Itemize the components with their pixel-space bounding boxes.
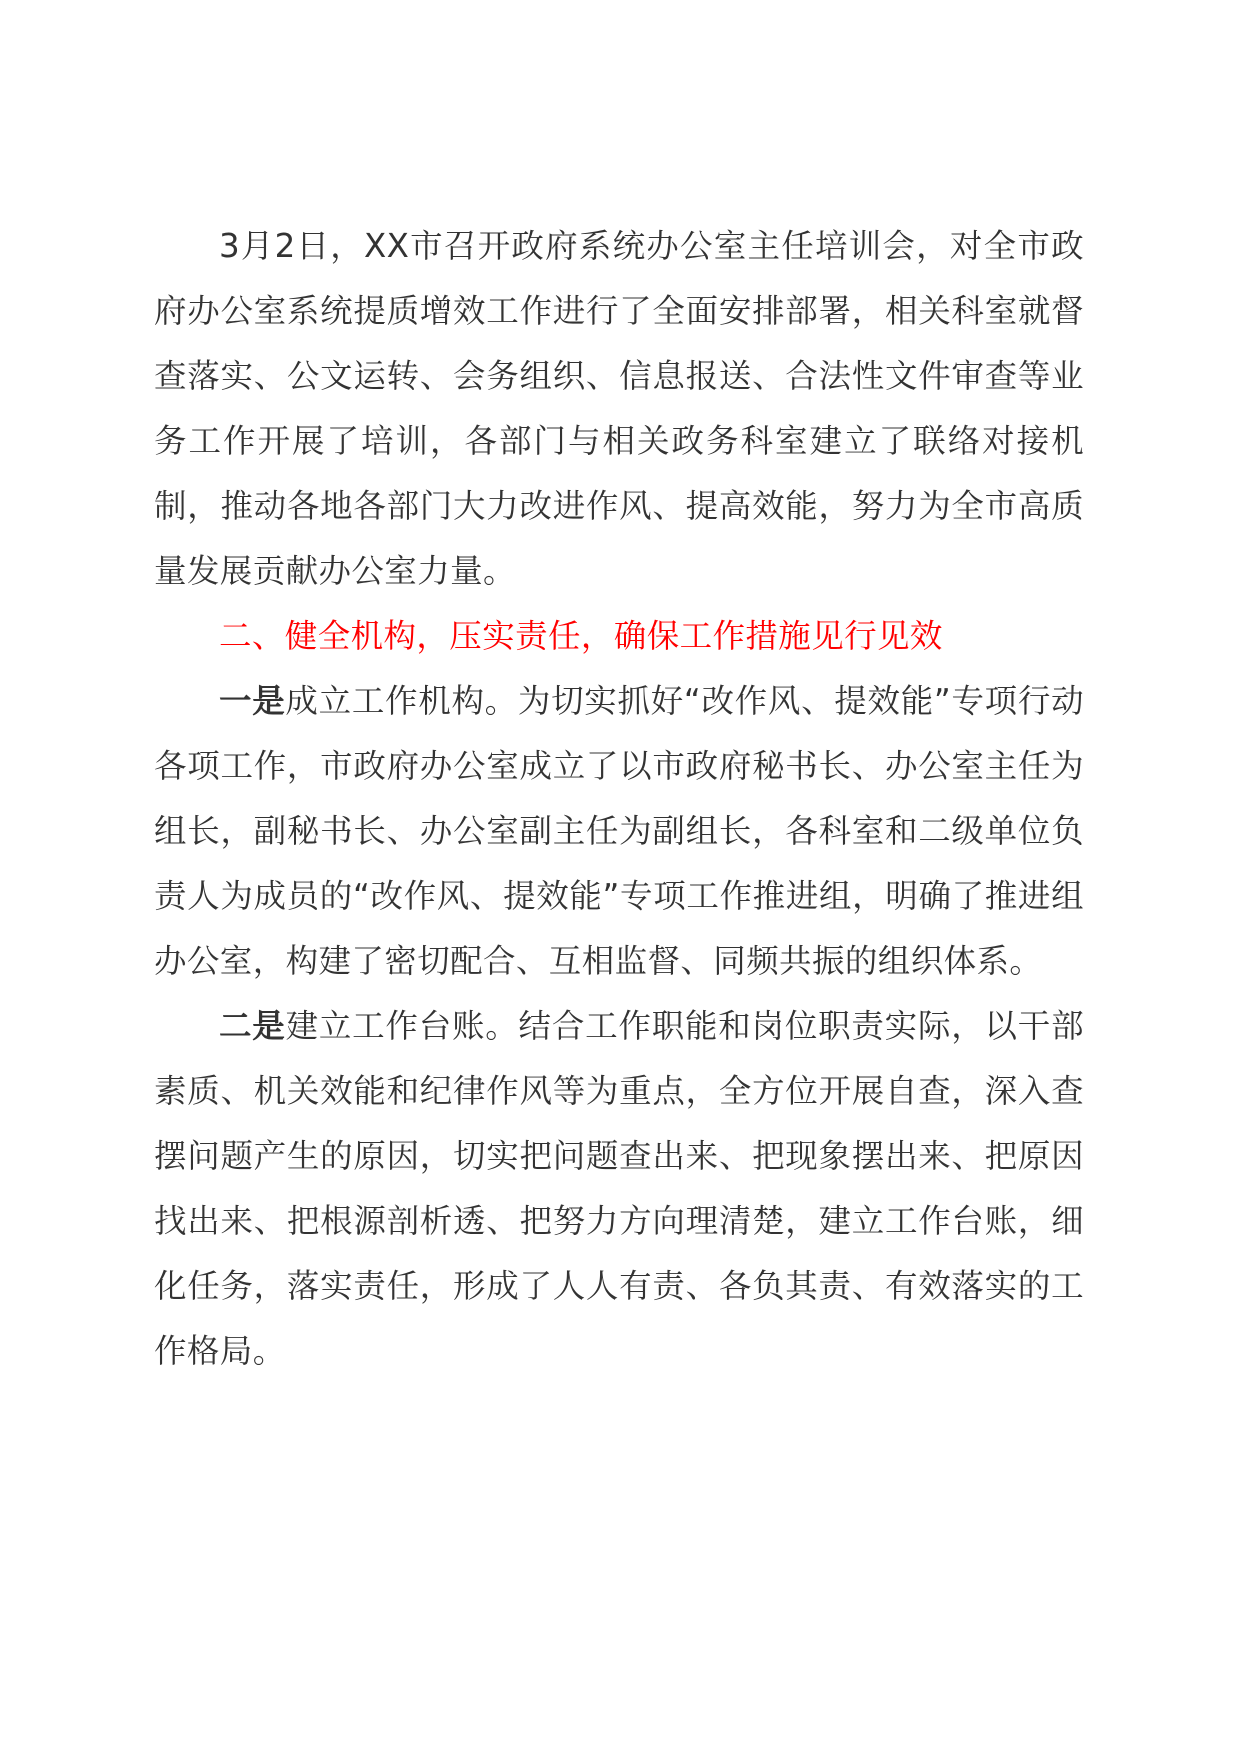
document-body	[154, 214, 1084, 1384]
item-1-lead: 一是	[219, 682, 286, 720]
item-2-lead: 二是	[219, 1007, 286, 1045]
intro-paragraph-text: 3月2日，XX市召开政府系统办公室主任培训会，对全市政府办公室系统提质增效工作进行了全面安排部署，相关科室就督查落实、公文运转、会务组织、信息报送、合法性文件审查等业务工作开展了培训，各部门与相关政务科室建立了联络对接机制，推动各地各部门大力改进作风、提高效能，努力为全市高质量发展贡献办公室力量。	[154, 227, 1084, 590]
item-1-text: 成立工作机构。为切实抓好“改作风、提效能”专项行动各项工作，市政府办公室成立了以市政府秘书长、办公室主任为组长，副秘书长、办公室副主任为副组长，各科室和二级单位负责人为成员的“改作风、提效能”专项工作推进组，明确了推进组办公室，构建了密切配合、互相监督、同频共振的组织体系。	[154, 682, 1084, 980]
item-paragraph-2	[154, 994, 1084, 1384]
item-paragraph-1	[154, 669, 1084, 994]
intro-paragraph	[154, 214, 1084, 604]
section-heading: 二、健全机构，压实责任，确保工作措施见行见效	[219, 617, 943, 655]
item-2-text: 建立工作台账。结合工作职能和岗位职责实际，以干部素质、机关效能和纪律作风等为重点，全方位开展自查，深入查摆问题产生的原因，切实把问题查出来、把现象摆出来、把原因找出来、把根源剖析透、把努力方向理清楚，建立工作台账，细化任务，落实责任，形成了人人有责、各负其责、有效落实的工作格局。	[154, 1007, 1084, 1370]
